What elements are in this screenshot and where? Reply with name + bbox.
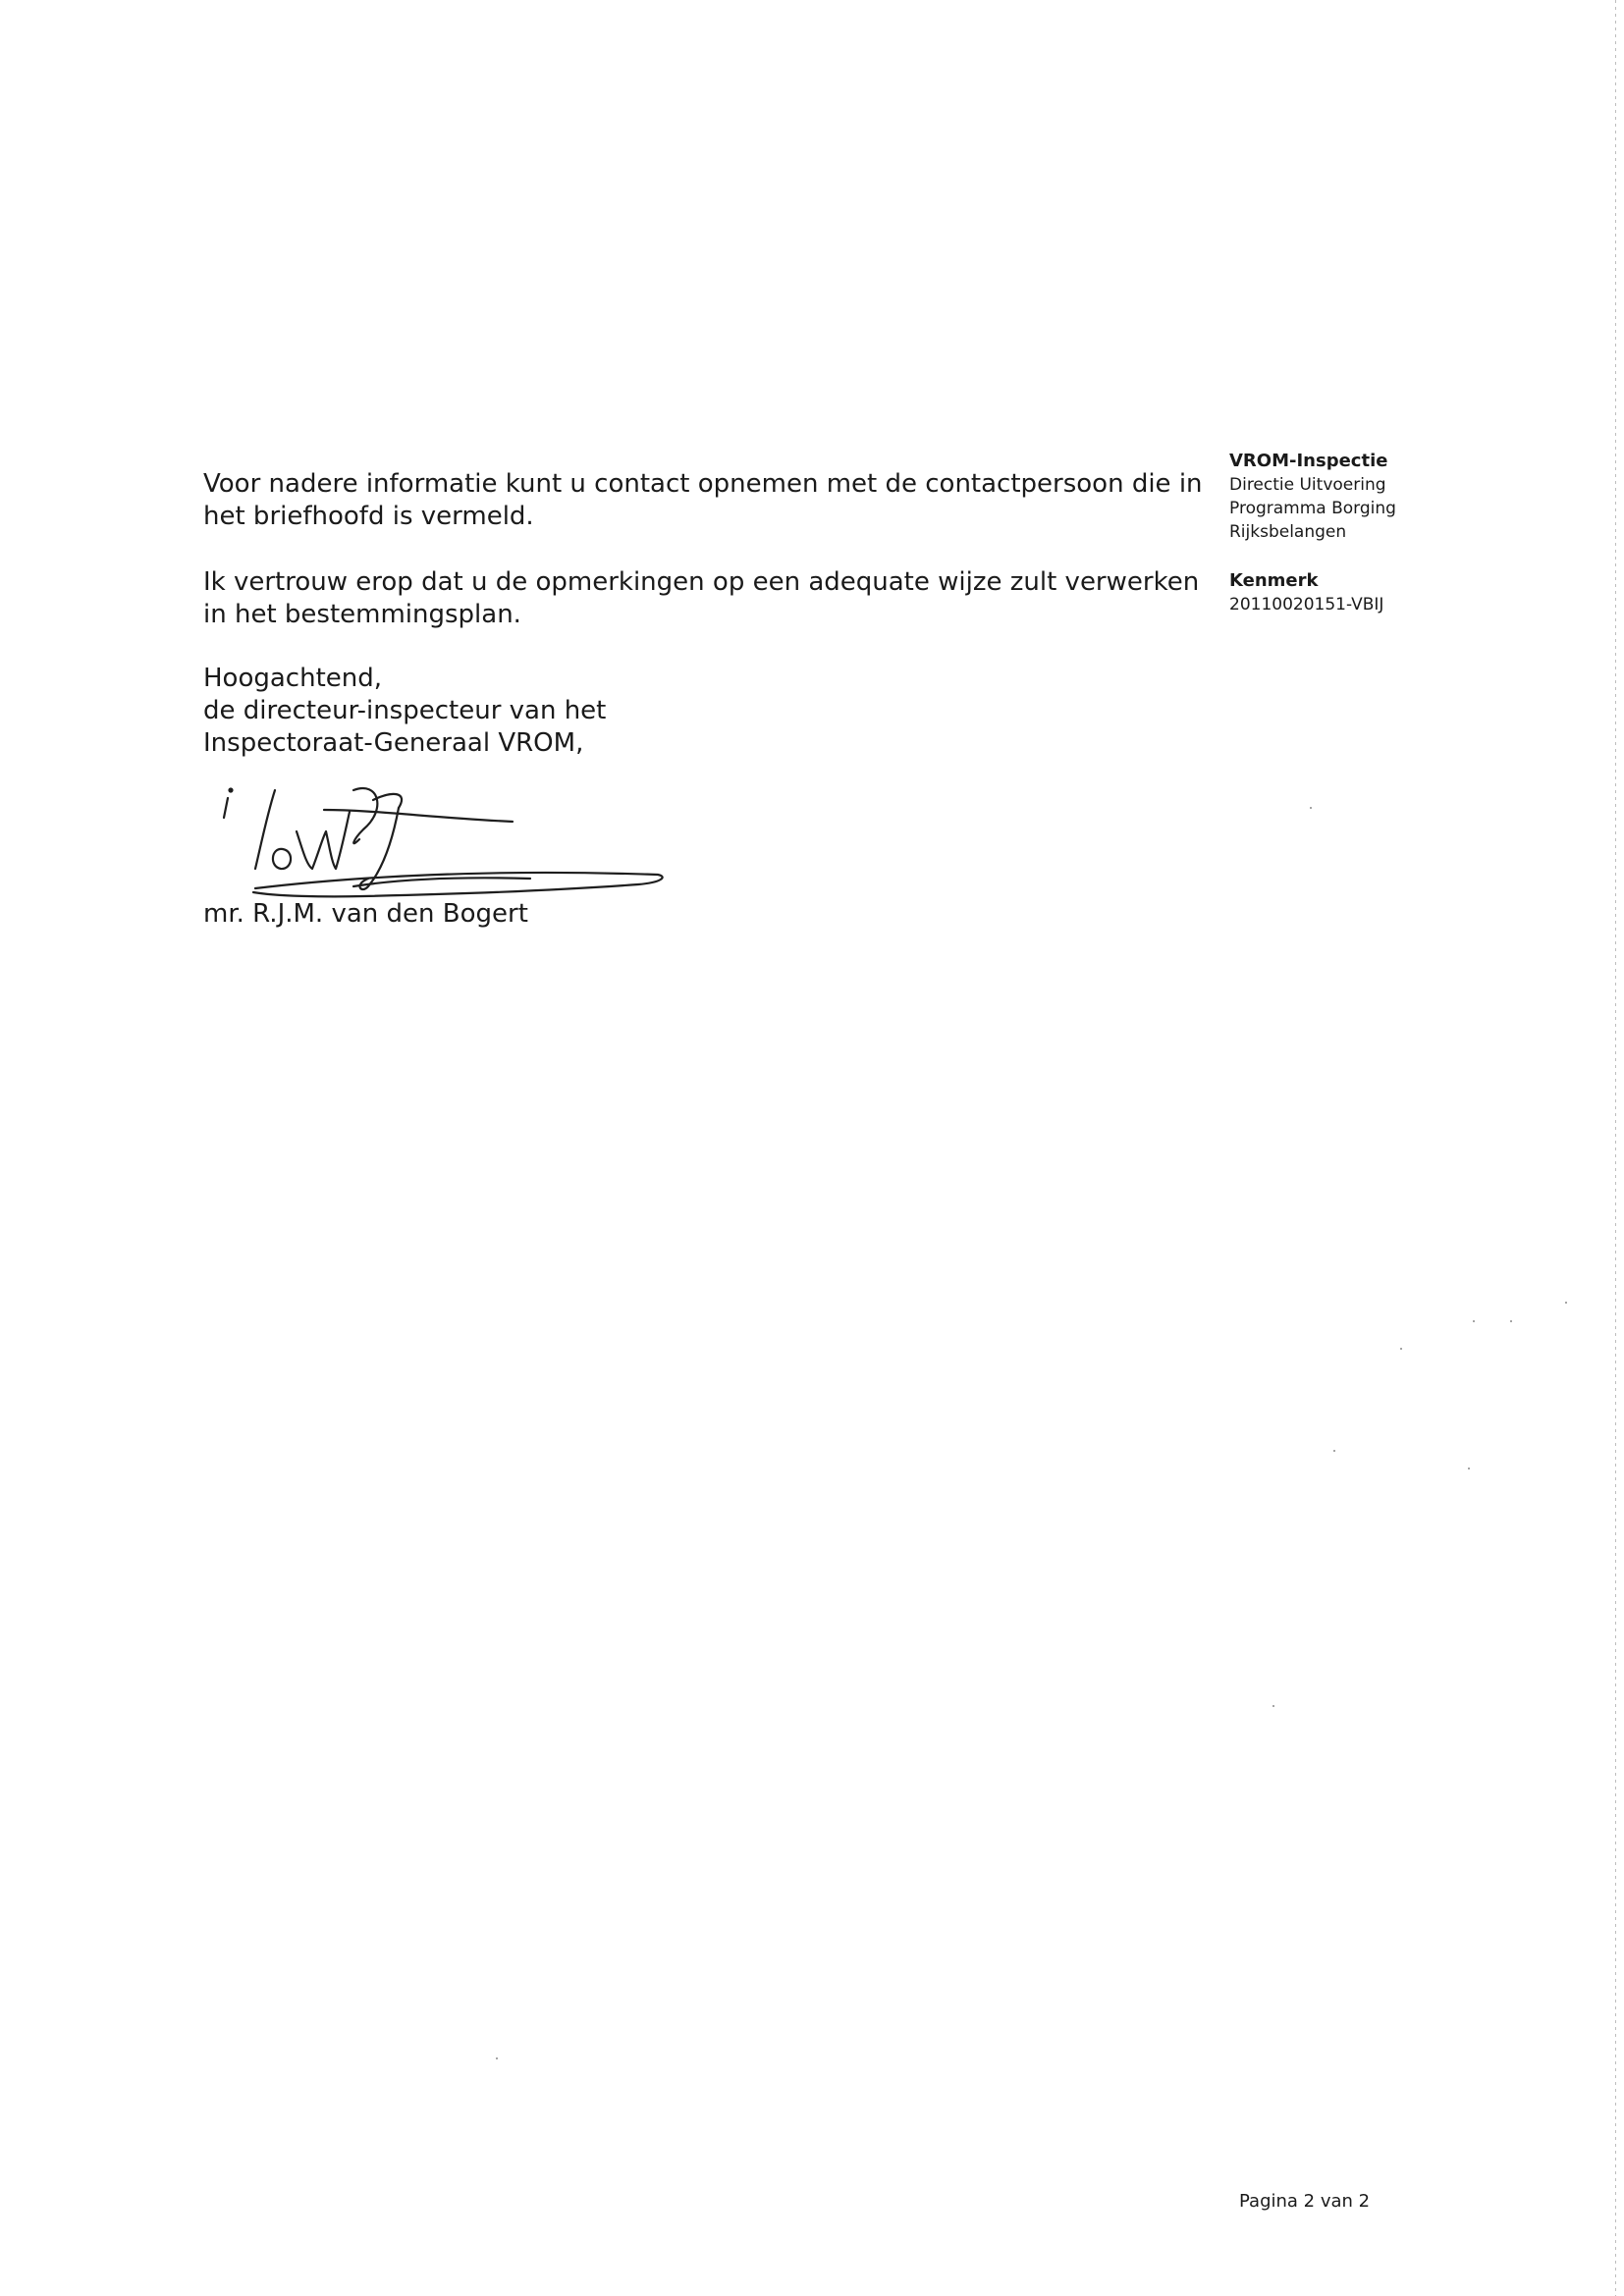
paragraph-contact-info: Voor nadere informatie kunt u contact opnemen met de contactpersoon die in het briefhoofd is vermeld. <box>203 469 1203 531</box>
letter-closing <box>203 663 606 760</box>
scan-speck <box>1333 1450 1335 1452</box>
handwritten-signature <box>206 771 687 918</box>
sidebar-department: Directie Uitvoering <box>1229 475 1386 495</box>
closing-role-line-1: de directeur-inspecteur van het <box>203 696 607 725</box>
letterhead-sidebar <box>1229 450 1485 616</box>
scan-speck <box>1510 1320 1512 1322</box>
scan-speck <box>1310 807 1312 809</box>
sidebar-organisation: VROM-Inspectie <box>1229 451 1388 471</box>
closing-role-line-2: Inspectoraat-Generaal VROM, <box>203 728 584 758</box>
scan-speck <box>496 2057 498 2059</box>
scan-speck <box>1468 1468 1470 1469</box>
scan-edge-line <box>1615 0 1616 2296</box>
scan-speck <box>1473 1320 1475 1322</box>
scan-speck <box>1565 1302 1567 1304</box>
paragraph-processing-request: Ik vertrouw erop dat u de opmerkingen op een adequate wijze zult verwerken in het bestemmingsplan. <box>203 567 1200 629</box>
sidebar-kenmerk-label: Kenmerk <box>1229 570 1319 591</box>
scan-speck <box>1400 1348 1402 1350</box>
letter-body <box>203 468 1215 665</box>
sidebar-programme-line-2: Rijksbelangen <box>1229 522 1347 542</box>
page-number-footer: Pagina 2 van 2 <box>1239 2191 1371 2212</box>
sidebar-programme-line-1: Programma Borging <box>1229 499 1396 518</box>
sidebar-kenmerk-value: 20110020151-VBIJ <box>1229 595 1384 614</box>
scan-speck <box>1272 1705 1274 1707</box>
closing-greeting: Hoogachtend, <box>203 664 383 693</box>
signer-name: mr. R.J.M. van den Bogert <box>203 899 528 929</box>
